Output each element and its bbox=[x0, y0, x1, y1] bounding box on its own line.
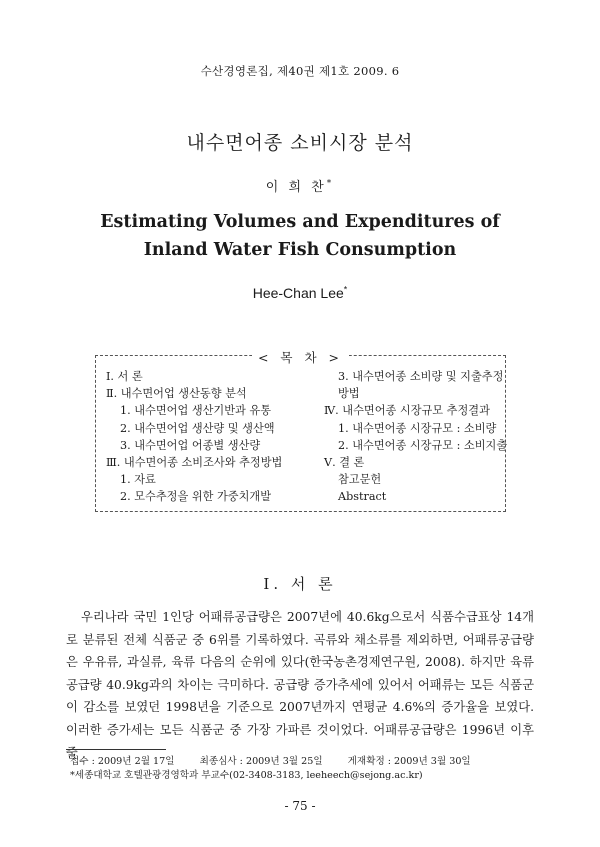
toc-item: 1. 내수면어종 시장규모 : 소비량 bbox=[338, 421, 497, 435]
toc-item: 2. 내수면어종 시장규모 : 소비지출 bbox=[338, 438, 508, 452]
toc-left-column bbox=[106, 368, 316, 506]
toc-item: Ⅲ. 내수면어종 소비조사와 추정방법 bbox=[106, 456, 283, 470]
toc-title: < 목 차 > bbox=[96, 347, 505, 366]
toc-item: Ⅰ. 서 론 bbox=[106, 370, 143, 383]
page-number: - 75 - bbox=[284, 799, 316, 813]
toc-item: Ⅱ. 내수면어업 생산동향 분석 bbox=[106, 387, 247, 401]
journal-header: 수산경영론집, 제40권 제1호 2009. 6 bbox=[200, 64, 400, 78]
english-author-name: Hee-Chan Lee bbox=[252, 285, 344, 301]
english-author bbox=[0, 285, 600, 301]
submission-dates bbox=[70, 753, 493, 767]
korean-author-name: 이 희 찬 bbox=[265, 180, 327, 195]
body-text bbox=[66, 606, 534, 764]
author-affiliation: *세종대학교 호텔관광경영학과 부교수(02-3408-3183, leeheech@sejong.ac.kr) bbox=[70, 770, 423, 781]
review-date: 최종심사 : 2009년 3월 25일 bbox=[199, 756, 323, 767]
toc-item: 3. 내수면어업 어종별 생산량 bbox=[120, 438, 261, 452]
received-date: 접수 : 2009년 2월 17일 bbox=[70, 756, 175, 767]
table-of-contents bbox=[95, 350, 508, 512]
english-author-footnote-mark: * bbox=[343, 284, 348, 295]
toc-item: 방법 bbox=[338, 387, 360, 401]
korean-title: 내수면어종 소비시장 분석 bbox=[186, 132, 414, 154]
toc-item: 3. 내수면어종 소비량 및 지출추정 bbox=[338, 370, 504, 383]
toc-right-column bbox=[324, 368, 508, 506]
toc-item: Ⅳ. 내수면어종 시장규모 추정결과 bbox=[324, 404, 490, 418]
toc-item: 1. 내수면어업 생산기반과 유통 bbox=[120, 404, 272, 418]
english-title bbox=[0, 208, 600, 264]
korean-author bbox=[0, 176, 600, 195]
footnote-divider bbox=[66, 749, 166, 750]
toc-item: Abstract bbox=[338, 490, 387, 504]
toc-item: 2. 모수추정을 위한 가중치개발 bbox=[120, 490, 272, 504]
accepted-date: 게재확정 : 2009년 3월 30일 bbox=[347, 756, 471, 767]
toc-item: 2. 내수면어업 생산량 및 생산액 bbox=[120, 421, 275, 435]
author-footnote-mark: * bbox=[326, 178, 335, 189]
toc-item: Ⅴ. 결 론 bbox=[324, 456, 365, 470]
english-title-line-2: Inland Water Fish Consumption bbox=[143, 240, 457, 260]
section-heading: Ⅰ. 서 론 bbox=[263, 575, 337, 593]
toc-item: 참고문헌 bbox=[338, 473, 382, 487]
body-paragraph: 우리나라 국민 1인당 어패류공급량은 2007년에 40.6kg으로서 식품수급표상 14개로 분류된 전체 식품군 중 6위를 기록하였다. 곡류와 채소류를 제외하면, 어패류공급량은 우유류, 과실류, 육류 다음의 순위에 있다(한국농촌경제연구원, 2008). 하지만 육류공급량 40.9kg과의 차이는 극미하다. 공급량 증가추세에 있어서 어패류는 모든 식품군이 감소를 보였던 1998년을 기준으로 2007년까지 연평균 4.6%의 증가율을 보였다. 이러한 증가세는 모든 식품군 중 가장 가파른 것이었다. 어패류공급량은 1996년 이후 줄 bbox=[66, 610, 534, 760]
english-title-line-1: Estimating Volumes and Expenditures of bbox=[100, 212, 500, 232]
toc-item: 1. 자료 bbox=[120, 473, 156, 487]
